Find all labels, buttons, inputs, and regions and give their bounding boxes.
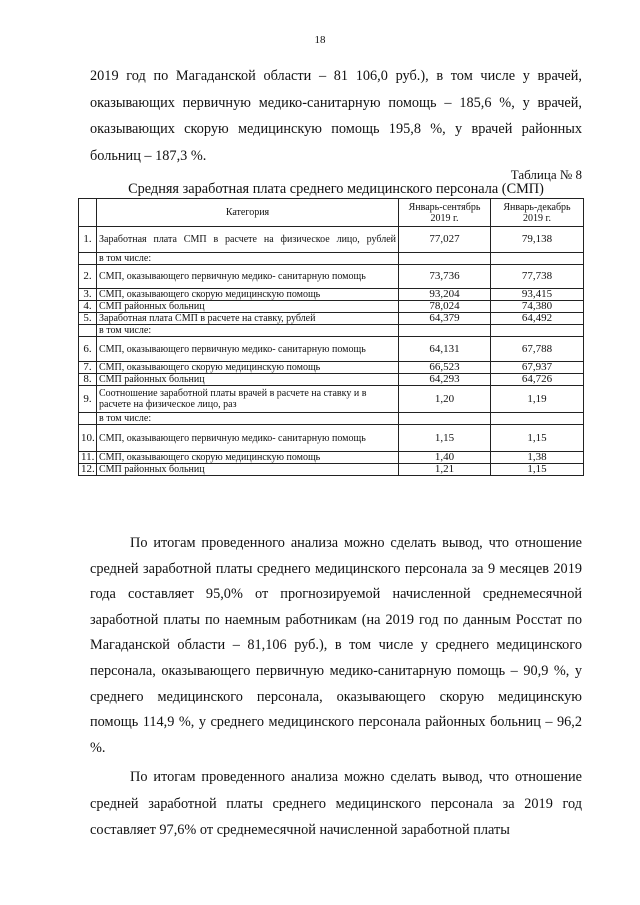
row-value-jan-dec xyxy=(491,325,584,337)
header-category: Категория xyxy=(97,199,399,227)
row-category: в том числе: xyxy=(97,325,399,337)
table-row xyxy=(79,425,584,452)
row-value-jan-dec: 1,15 xyxy=(491,464,584,476)
row-value-jan-sep xyxy=(399,253,491,265)
row-value-jan-sep: 64,293 xyxy=(399,374,491,386)
row-value-jan-sep: 1,40 xyxy=(399,452,491,464)
page-number: 18 xyxy=(314,34,326,46)
row-number: 10. xyxy=(79,425,97,452)
row-number: 9. xyxy=(79,386,97,413)
table-row xyxy=(79,386,584,413)
row-value-jan-sep xyxy=(399,325,491,337)
row-number: 5. xyxy=(79,313,97,325)
row-category: в том числе: xyxy=(97,413,399,425)
row-number: 6. xyxy=(79,337,97,362)
row-value-jan-dec: 1,15 xyxy=(491,425,584,452)
row-value-jan-dec: 64,492 xyxy=(491,313,584,325)
row-category: СМП районных больниц xyxy=(97,464,399,476)
row-value-jan-sep: 78,024 xyxy=(399,301,491,313)
row-value-jan-sep xyxy=(399,413,491,425)
table-row xyxy=(79,325,584,337)
row-value-jan-dec xyxy=(491,253,584,265)
row-value-jan-dec: 67,788 xyxy=(491,337,584,362)
row-category: Соотношение заработной платы врачей в расчете на ставку и в расчете на физическое лицо, раз xyxy=(97,386,399,413)
header-jan-sep: Январь-сентябрь 2019 г. xyxy=(399,199,491,227)
row-category: СМП районных больниц xyxy=(97,301,399,313)
row-value-jan-sep: 1,21 xyxy=(399,464,491,476)
row-category: СМП, оказывающего скорую медицинскую помощь xyxy=(97,452,399,464)
table-row xyxy=(79,362,584,374)
row-number: 1. xyxy=(79,227,97,253)
row-value-jan-sep: 64,131 xyxy=(399,337,491,362)
table-row xyxy=(79,253,584,265)
row-value-jan-sep: 66,523 xyxy=(399,362,491,374)
row-value-jan-sep: 64,379 xyxy=(399,313,491,325)
salary-table xyxy=(78,198,584,476)
row-category: Заработная плата СМП в расчете на ставку, рублей xyxy=(97,313,399,325)
row-category: в том числе: xyxy=(97,253,399,265)
row-value-jan-dec: 79,138 xyxy=(491,227,584,253)
row-category: СМП, оказывающего скорую медицинскую помощь xyxy=(97,362,399,374)
row-value-jan-dec: 74,380 xyxy=(491,301,584,313)
table-row xyxy=(79,313,584,325)
row-value-jan-sep: 1,20 xyxy=(399,386,491,413)
table-row xyxy=(79,265,584,289)
row-number: 2. xyxy=(79,265,97,289)
row-number xyxy=(79,413,97,425)
row-value-jan-dec: 64,726 xyxy=(491,374,584,386)
row-value-jan-sep: 73,736 xyxy=(399,265,491,289)
row-category: СМП, оказывающего первичную медико- санитарную помощь xyxy=(97,425,399,452)
row-number xyxy=(79,325,97,337)
row-category: СМП районных больниц xyxy=(97,374,399,386)
table-row xyxy=(79,289,584,301)
paragraph-intro: 2019 год по Магаданской области – 81 106,0 руб.), в том числе у врачей, оказывающих первичную медико-санитарную помощь – 185,6 %, у врачей, оказывающих скорую медицинскую помощь 195,8 %, у врачей районных больниц – 187,3 %. xyxy=(90,68,582,164)
row-value-jan-dec: 93,415 xyxy=(491,289,584,301)
row-number: 8. xyxy=(79,374,97,386)
paragraph-conclusion-year: По итогам проведенного анализа можно сделать вывод, что отношение средней заработной платы среднего медицинского персонала за 2019 год составляет 97,6% от среднемесячной начисленной заработной платы xyxy=(90,769,582,839)
row-category: СМП, оказывающего первичную медико- санитарную помощь xyxy=(97,265,399,289)
row-number: 4. xyxy=(79,301,97,313)
header-jan-dec: Январь-декабрь 2019 г. xyxy=(491,199,584,227)
table-row xyxy=(79,413,584,425)
table-row xyxy=(79,227,584,253)
table-row xyxy=(79,374,584,386)
row-value-jan-dec xyxy=(491,413,584,425)
row-number xyxy=(79,253,97,265)
row-value-jan-sep: 93,204 xyxy=(399,289,491,301)
row-category: Заработная плата СМП в расчете на физическое лицо, рублей xyxy=(97,227,399,253)
table-row xyxy=(79,464,584,476)
row-value-jan-dec: 67,937 xyxy=(491,362,584,374)
row-number: 3. xyxy=(79,289,97,301)
row-category: СМП, оказывающего скорую медицинскую помощь xyxy=(97,289,399,301)
row-value-jan-dec: 77,738 xyxy=(491,265,584,289)
row-number: 7. xyxy=(79,362,97,374)
row-value-jan-sep: 77,027 xyxy=(399,227,491,253)
table-row xyxy=(79,337,584,362)
table-number: Таблица № 8 xyxy=(510,167,582,182)
row-number: 11. xyxy=(79,452,97,464)
row-value-jan-sep: 1,15 xyxy=(399,425,491,452)
table-title: Средняя заработная плата среднего медицинского персонала (СМП) xyxy=(128,181,544,197)
row-number: 12. xyxy=(79,464,97,476)
row-category: СМП, оказывающего первичную медико- санитарную помощь xyxy=(97,337,399,362)
row-value-jan-dec: 1,19 xyxy=(491,386,584,413)
row-value-jan-dec: 1,38 xyxy=(491,452,584,464)
table-row xyxy=(79,452,584,464)
table-row xyxy=(79,301,584,313)
paragraph-conclusion-9-months: По итогам проведенного анализа можно сделать вывод, что отношение средней заработной платы среднего медицинского персонала за 9 месяцев 2019 года составляет 95,0% от прогнозируемой начисленной среднемесячной заработной платы по наемным работникам (на 2019 год по данным Росстат по Магаданской области – 81,106 руб.), в том числе у среднего медицинского персонала, оказывающего первичную медико-санитарную помощь – 90,9 %, у среднего медицинского персонала, оказывающего скорую медицинскую помощь 114,9 %, у среднего медицинского персонала районных больниц – 96,2 %. xyxy=(90,535,582,756)
header-index xyxy=(79,199,97,227)
